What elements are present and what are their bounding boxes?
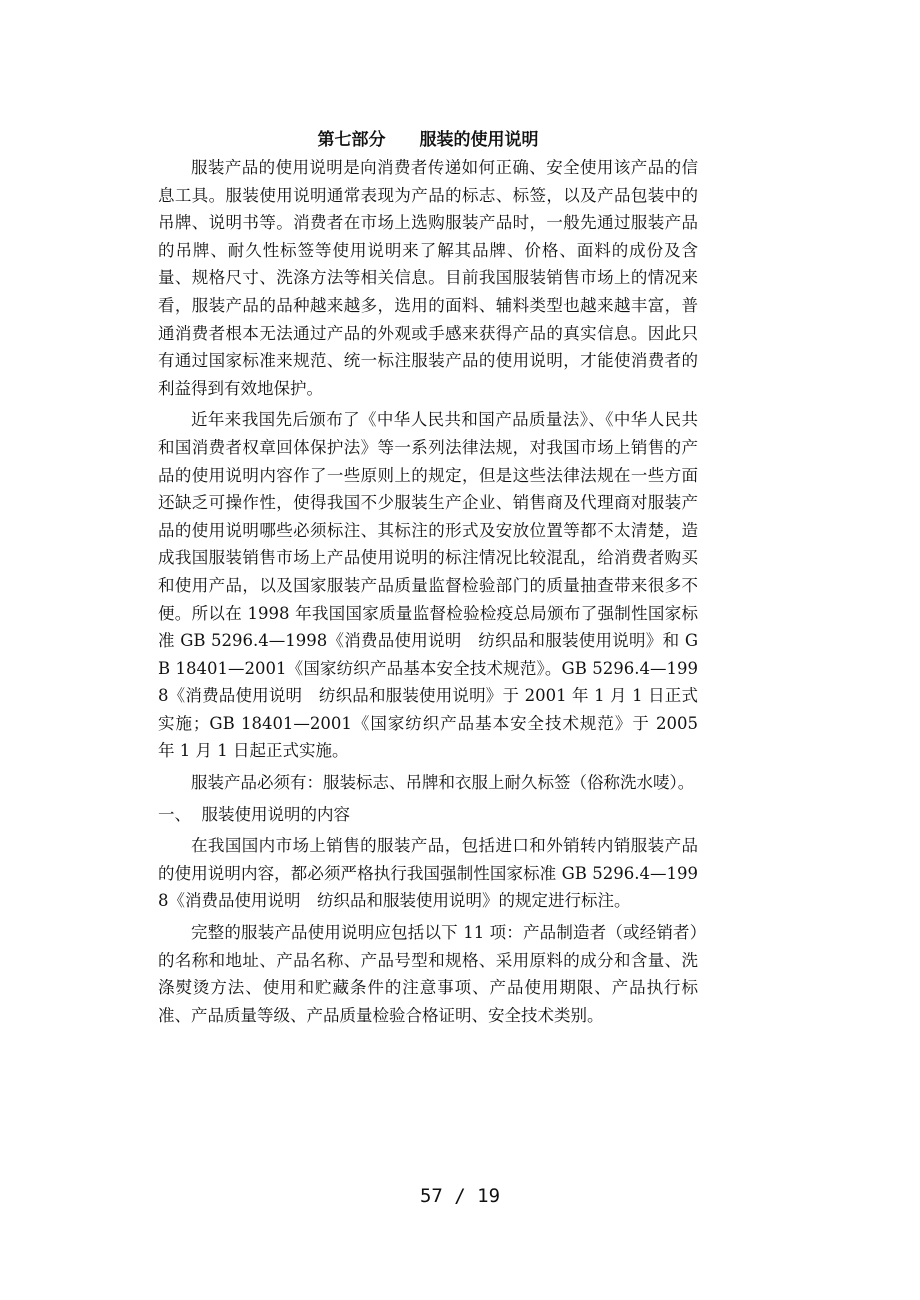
paragraph-laws: 近年来我国先后颁布了《中华人民共和国产品质量法》、《中华人民共和国消费者权章回体保护法》等一系列法律法规，对我国市场上销售的产品的使用说明内容作了一些原则上的规定，但是这些法律法规在一些方面还缺乏可操作性，使得我国不少服装生产企业、销售商及代理商对服装产品的使用说明哪些必须标注、其标注的形式及安放位置等都不太清楚，造成我国服装销售市场上产品使用说明的标注情况比较混乱，给消费者购买和使用产品，以及国家服装产品质量监督检验部门的质量抽查带来很多不便。所以在 1998 年我国国家质量监督检验检疫总局颁布了强制性国家标准 GB 5296.4—1998《消费品使用说明 纺织品和服装使用说明》和 GB 18401—2001《国家纺织产品基本安全技术规范》。GB 5296.4—1998《消费品使用说明 纺织品和服装使用说明》于 2001 年 1 月 1 日正式实施；GB 18401—2001《国家纺织产品基本安全技术规范》于 2005 年 1 月 1 日起正式实施。 [158,410,698,761]
paragraph-required-labels: 服装产品必须有：服装标志、吊牌和衣服上耐久标签（俗称洗水唛）。 [191,773,695,793]
paragraph-eleven-items: 完整的服装产品使用说明应包括以下 11 项：产品制造者（或经销者）的名称和地址、产品名称、产品号型和规格、采用原料的成分和含量、洗涤熨烫方法、使用和贮藏条件的注意事项、产品使用期限、产品执行标准、产品质量等级、产品质量检验合格证明、安全技术类别。 [158,923,698,1025]
document-body [158,126,698,1033]
page-title: 第七部分 服装的使用说明 [317,130,539,150]
paragraph-standard-compliance: 在我国国内市场上销售的服装产品，包括进口和外销转内销服装产品的使用说明内容，都必须严格执行我国强制性国家标准 GB 5296.4—1998《消费品使用说明 纺织品和服装使用说明》的规定进行标注。 [158,836,698,911]
section-heading: 一、 服装使用说明的内容 [158,804,350,824]
paragraph-intro: 服装产品的使用说明是向消费者传递如何正确、安全使用该产品的信息工具。服装使用说明通常表现为产品的标志、标签，以及产品包装中的吊牌、说明书等。消费者在市场上选购服装产品时，一般先通过服装产品的吊牌、耐久性标签等使用说明来了解其品牌、价格、面料的成份及含量、规格尺寸、洗涤方法等相关信息。目前我国服装销售市场上的情况来看，服装产品的品种越来越多，选用的面料、辅料类型也越来越丰富，普通消费者根本无法通过产品的外观或手感来获得产品的真实信息。因此只有通过国家标准来规范、统一标注服装产品的使用说明，才能使消费者的利益得到有效地保护。 [158,158,698,398]
page-number: 57 / 19 [419,1185,501,1207]
